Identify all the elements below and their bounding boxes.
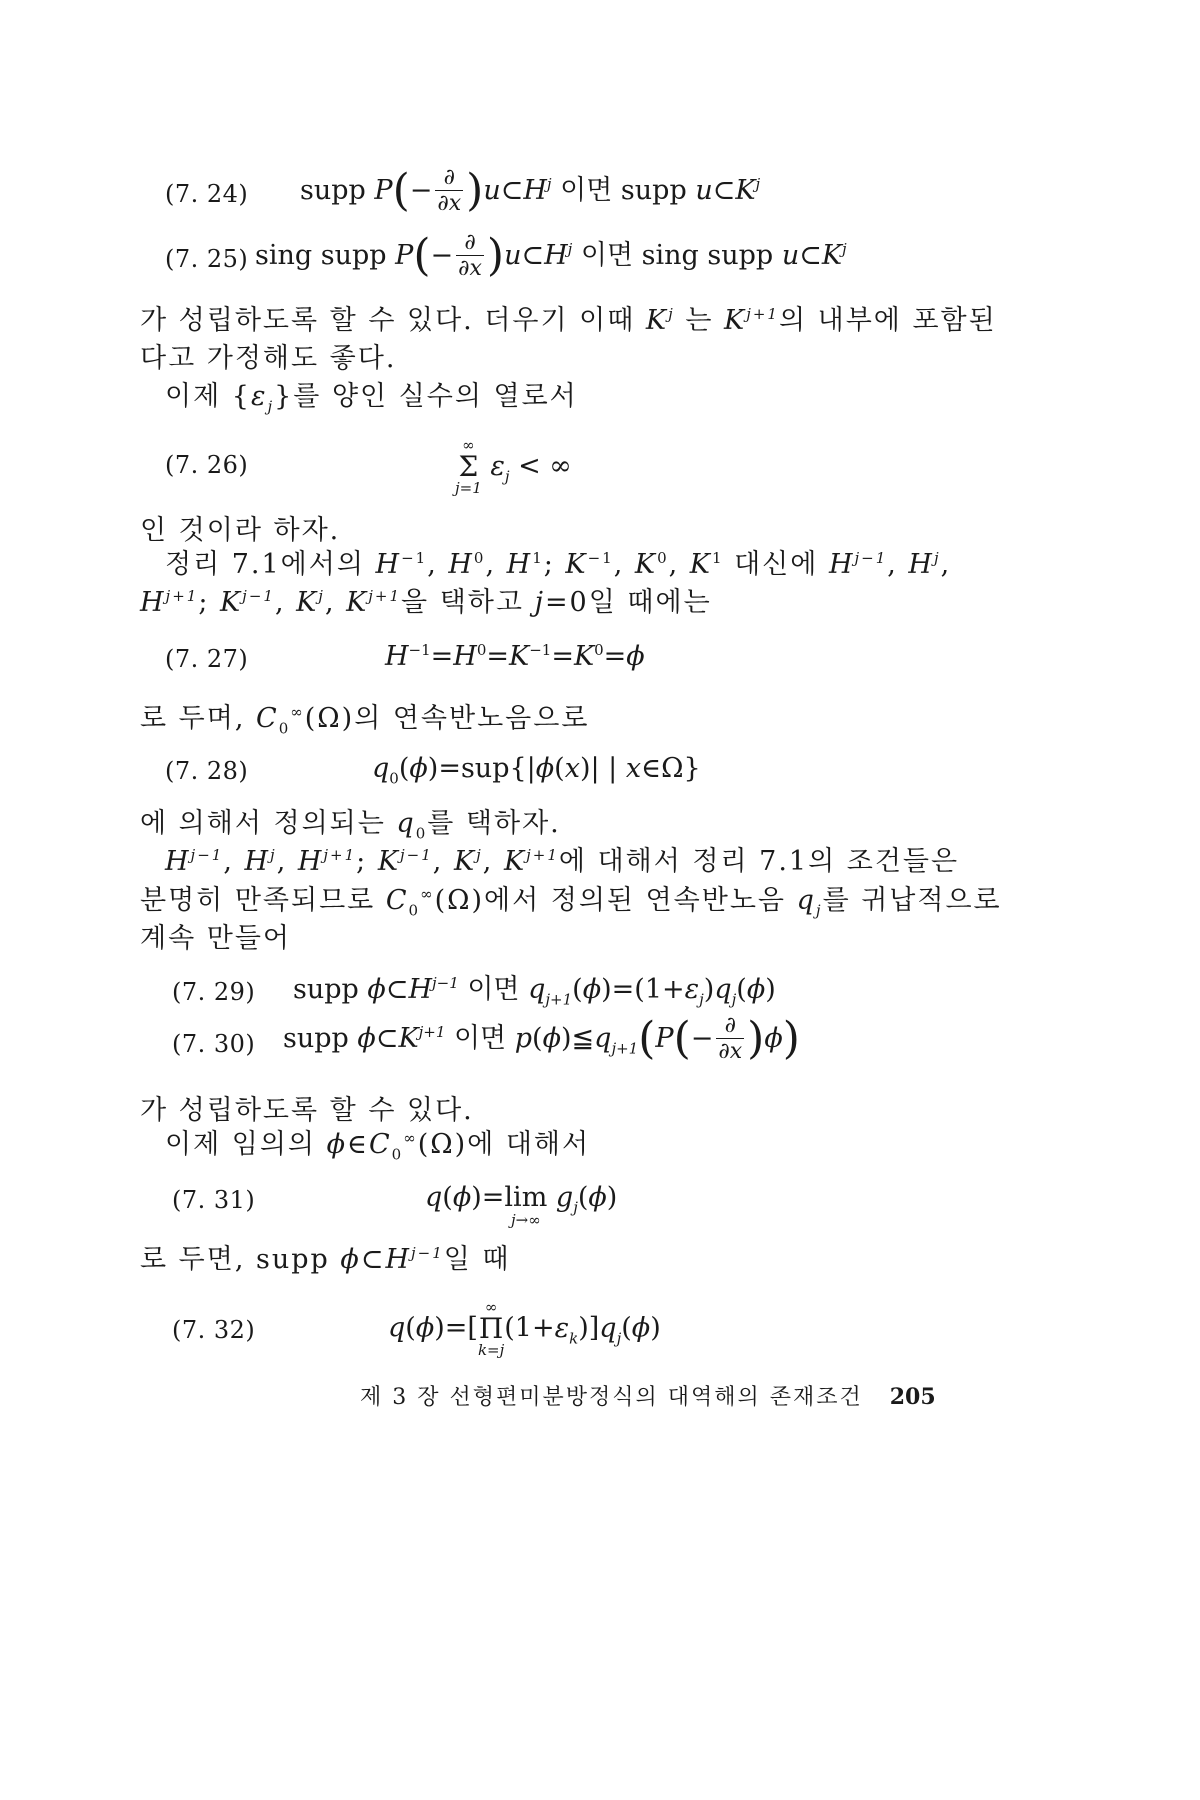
equation-suffix: 이면	[453, 1022, 507, 1054]
equation-number-7-27: (7. 27)	[165, 645, 249, 673]
paragraph-line: $H^{j-1}$, $H^j$, $H^{j+1}$; $K^{j-1}$, $K^j$, $K^{j+1}$에 대해서 정리 7.1의 조건들은	[165, 846, 960, 877]
equation-7-32: q(ϕ)=[ ∞ Π k=j $(1+\varepsilon_k)]q_j(\phi)$	[388, 1298, 661, 1359]
equation-suffix: 이면	[580, 239, 634, 271]
paragraph-line: 로 두면, supp $\phi\subset H^{j-1}$일 때	[140, 1244, 511, 1275]
equation-number-7-28: (7. 28)	[165, 757, 249, 785]
paragraph-line: 가 성립하도록 할 수 있다.	[140, 1095, 474, 1126]
equation-number-7-32: (7. 32)	[172, 1316, 256, 1344]
equation-7-29: supp $\phi\subset H^{j-1}$ 이면 $q_{j+1}(\phi)=(1+\varepsilon_j)q_j(\phi)$	[293, 974, 776, 1009]
paragraph-line: 정리 7.1에서의 $H^{-1}$, $H^0$, $H^1$; $K^{-1}$, $K^0$, $K^1$ 대신에 $H^{j-1}$, $H^j$,	[165, 549, 952, 580]
equation-number-7-29: (7. 29)	[172, 978, 256, 1006]
equation-7-31: q(ϕ)= lim j→∞ $g_j(\phi)$	[425, 1182, 618, 1230]
paragraph-line: 로 두며, $C_0^\infty(\Omega)$의 연속반노음으로	[140, 703, 590, 738]
paragraph-line: 이제 임의의 $\phi\in C_0^\infty(\Omega)$에 대해서	[165, 1129, 591, 1164]
equation-7-25: sing supp P(− $\frac{\partial}{\partial x}$ )$u\subset H^j$ 이면 sing supp $u\subset K^j$	[255, 229, 847, 282]
equation-suffix: 이면	[467, 974, 520, 1005]
paragraph-line: 가 성립하도록 할 수 있다. 더우기 이때 $K^j$ 는 $K^{j+1}$의 내부에 포함된	[140, 305, 997, 336]
paragraph-line: 다고 가정해도 좋다.	[140, 343, 397, 374]
paragraph-line: $H^{j+1}$; $K^{j-1}$, $K^j$, $K^{j+1}$을 택하고 j=0일 때에는	[140, 587, 712, 618]
paragraph-line: 에 의해서 정의되는 $q_0$를 택하자.	[140, 808, 561, 843]
paragraph-line: 계속 만들어	[140, 923, 291, 954]
equation-number-7-25: (7. 25)	[165, 245, 249, 273]
equation-suffix: 이면	[560, 174, 613, 206]
chapter-title: 제 3 장 선형편미분방정식의 대역해의 존재조건	[360, 1385, 863, 1410]
equation-number-7-24: (7. 24)	[165, 180, 249, 208]
running-footer	[360, 1380, 936, 1411]
equation-number-7-26: (7. 26)	[165, 451, 249, 479]
equation-7-28: $q_0(\phi)=sup\{|\phi(x)|$ | x∈Ω}	[372, 753, 701, 788]
equation-7-26: ∞ Σ j=1 $\varepsilon_j$ < ∞	[455, 436, 572, 497]
paragraph-line: 인 것이라 하자.	[140, 515, 341, 546]
paragraph-line: 분명히 만족되므로 $C_0^\infty(\Omega)$에서 정의된 연속반노음 $q_j$를 귀납적으로	[140, 885, 1002, 920]
equation-number-7-30: (7. 30)	[172, 1030, 256, 1058]
equation-number-7-31: (7. 31)	[172, 1186, 256, 1214]
paragraph-line: 이제 $\{\varepsilon_j\}$를 양인 실수의 열로서	[165, 381, 578, 416]
page-number: 205	[889, 1384, 936, 1410]
equation-7-24: supp P(− $\frac{\partial}{\partial x}$ )$u\subset H^j$ 이면 supp $u\subset K^j$	[300, 164, 761, 217]
equation-7-27: $H^{-1}=H^0=K^{-1}=K^0=\phi$	[385, 641, 645, 672]
equation-7-30: supp $\phi\subset K^{j+1}$ 이면 $p(\phi)≦q_{j+1}(P(-$ $\frac{\partial}{\partial x}$ )ϕ)	[283, 1012, 800, 1065]
